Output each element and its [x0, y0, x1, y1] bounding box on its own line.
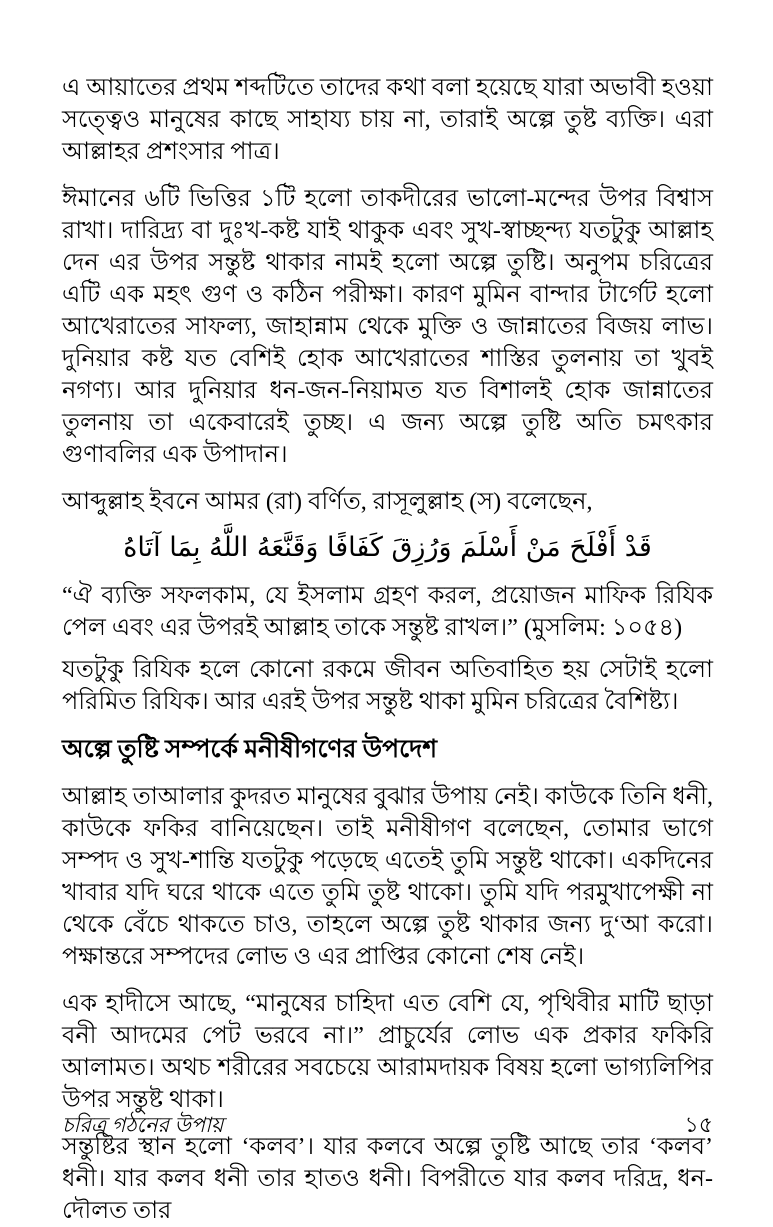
paragraph-advice-of-sages: আল্লাহ তাআলার কুদরত মানুষের বুঝার উপায় নেই। কাউকে তিনি ধনী, কাউকে ফকির বানিয়েছেন। তাই মনীষীগণ বলেছেন, তোমার ভাগে সম্পদ ও সুখ-শান্তি যতটুকু পড়েছে এতেই তুমি সন্তুষ্ট থাকো। একদিনের খাবার যদি ঘরে থাকে এতে তুমি তুষ্ট থাকো। তুমি যদি পরমুখাপেক্ষী না থেকে বেঁচে থাকতে চাও, তাহলে অল্পে তুষ্ট থাকার জন্য দু‘আ করো। পক্ষান্তরে সম্পদের লোভ ও এর প্রাপ্তির কোনো শেষ নেই। [62, 784, 713, 970]
paragraph-iman-taqdir: ঈমানের ৬টি ভিত্তির ১টি হলো তাকদীরের ভালো-মন্দের উপর বিশ্বাস রাখা। দারিদ্র্য বা দুঃখ-কষ্ট যাই থাকুক এবং সুখ-স্বাচ্ছন্দ্য যতটুকু আল্লাহ দেন এর উপর সন্তুষ্ট থাকার নামই হলো অল্পে তুষ্টি। অনুপম চরিত্রের এটি এক মহৎ গুণ ও কঠিন পরীক্ষা। কারণ মুমিন বান্দার টার্গেট হলো আখেরাতের সাফল্য, জাহান্নাম থেকে মুক্তি ও জান্নাতের বিজয় লাভ। দুনিয়ার কষ্ট যত বেশিই হোক আখেরাতের শাস্তির তুলনায় তা খুবই নগণ্য। আর দুনিয়ার ধন-জন-নিয়ামত যত বিশালই হোক জান্নাতের তুলনায় তা একেবারেই তুচ্ছ। এ জন্য অল্পে তুষ্টি অতি চমৎকার গুণাবলির এক উপাদান। [62, 186, 713, 468]
footer-page-number: ১৫ [684, 1112, 713, 1137]
page-footer [62, 1110, 713, 1140]
section-heading: অল্পে তুষ্টি সম্পর্কে মনীষীগণের উপদেশ [62, 736, 438, 763]
paragraph-hadith-greed: এক হাদীসে আছে, “মানুষের চাহিদা এত বেশি যে, পৃথিবীর মাটি ছাড়া বনী আদমের পেট ভরবে না।” প্রাচুর্যের লোভ এক প্রকার ফকিরি আলামত। অথচ শরীরের সবচেয়ে আরামদায়ক বিষয় হলো ভাগ্যলিপির উপর সন্তুষ্ট থাকা। [62, 991, 713, 1113]
paragraph-rizq: যতটুকু রিযিক হলে কোনো রকমে জীবন অতিবাহিত হয় সেটাই হলো পরিমিত রিযিক। আর এরই উপর সন্তুষ্ট থাকা মুমিন চরিত্রের বৈশিষ্ট্য। [62, 657, 713, 715]
hadith-narrator-line: আব্দুল্লাহ ইবনে আমর (রা) বর্ণিত, রাসূলুল্লাহ (স) বলেছেন, [62, 489, 593, 515]
hadith-translation: “ঐ ব্যক্তি সফলকাম, যে ইসলাম গ্রহণ করল, প্রয়োজন মাফিক রিযিক পেল এবং এর উপরই আল্লাহ তাকে সন্তুষ্ট রাখল।” (মুসলিম: ১০৫৪) [62, 583, 713, 641]
arabic-hadith-text: قَدْ أَفْلَحَ مَنْ أَسْلَمَ وَرُزِقَ كَفَافًا وَقَنَّعَهُ اللَّهُ بِمَا آتَاهُ [123, 532, 652, 563]
footer-book-title: চরিত্র গঠনের উপায় [62, 1113, 224, 1137]
paragraph-intro: এ আয়াতের প্রথম শব্দটিতে তাদের কথা বলা হয়েছে যারা অভাবী হওয়া সত্ত্বেও মানুষের কাছে সাহায্য চায় না, তারাই অল্পে তুষ্ট ব্যক্তি। এরা আল্লাহর প্রশংসার পাত্র। [62, 75, 713, 165]
paragraph-qalb: সন্তুষ্টির স্থান হলো ‘কলব’। যার কলবে অল্পে তুষ্টি আছে তার ‘কলব’ ধনী। যার কলব ধনী তার হাতও ধনী। বিপরীতে যার কলব দরিদ্র, ধন-দৌলত তার [62, 1134, 713, 1224]
